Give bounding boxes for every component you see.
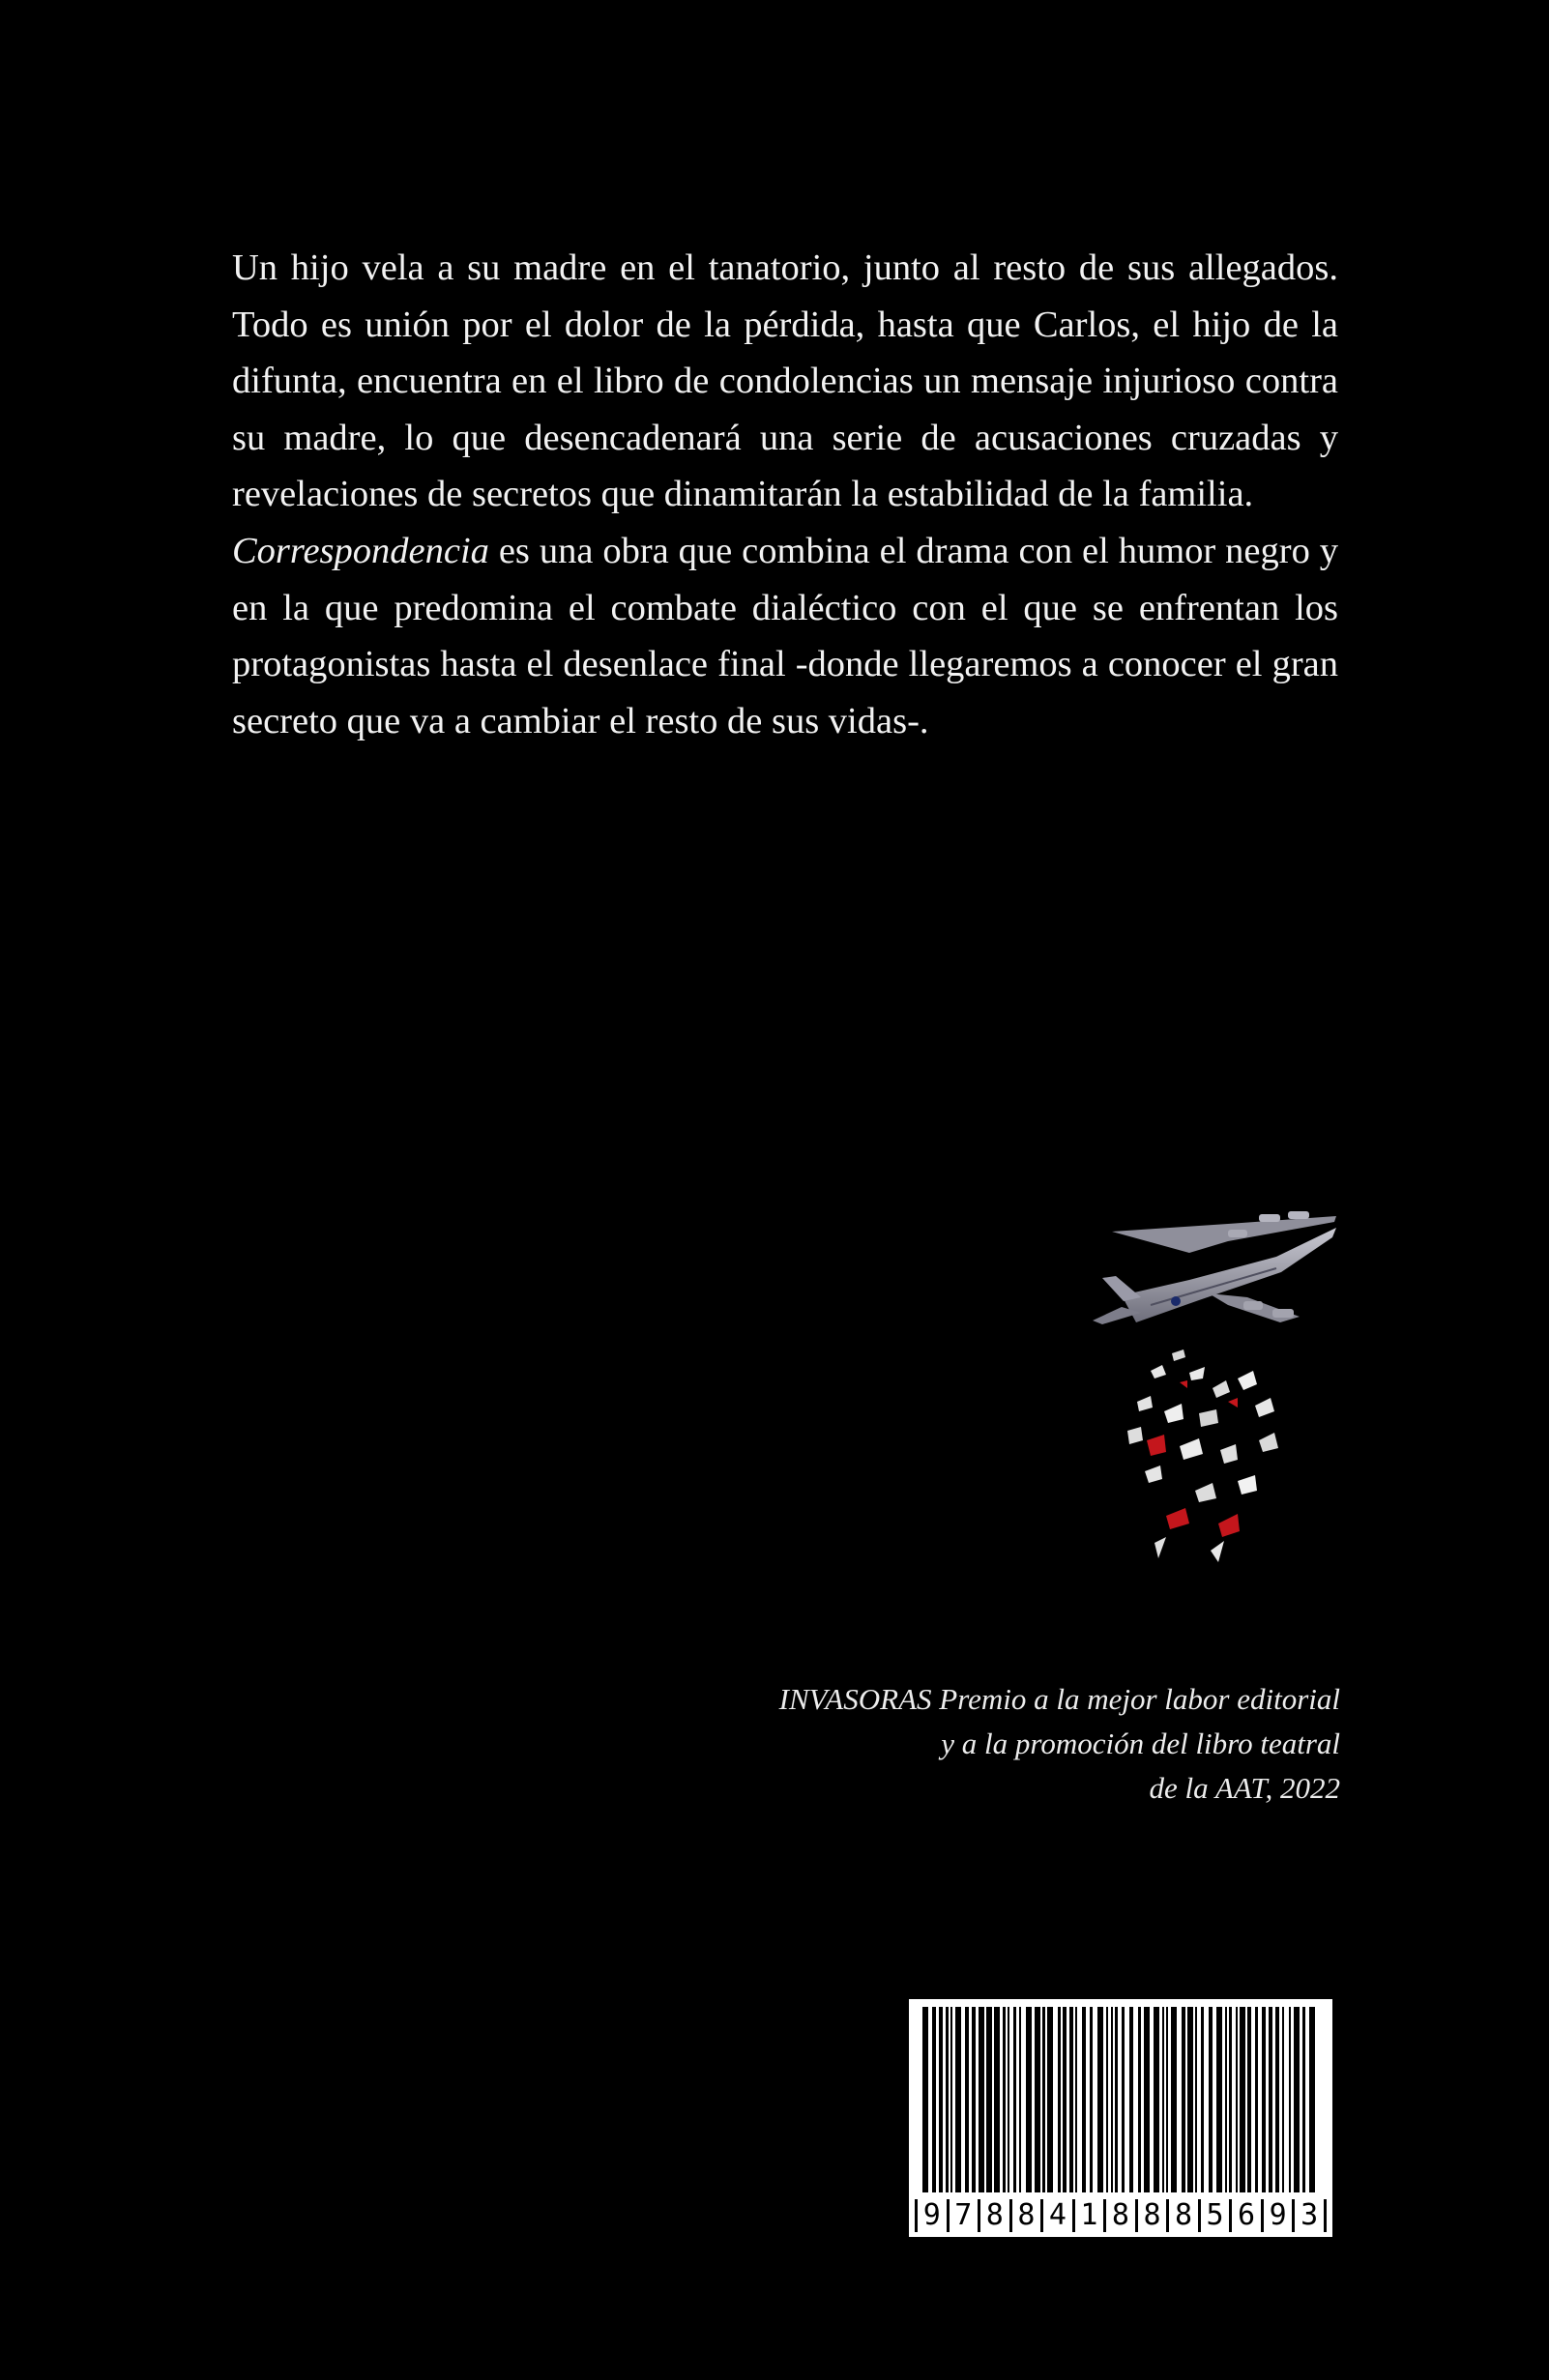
barcode-bar [1171,2007,1177,2192]
barcode-bar [1216,2007,1222,2192]
barcode-bar [1082,2007,1086,2192]
isbn-digit: 1 [1072,2199,1104,2232]
barcode-bar [1115,2007,1118,2192]
barcode-bar [955,2007,961,2192]
isbn-digit: 4 [1040,2199,1072,2232]
isbn-digit: 8 [1166,2199,1198,2232]
barcode-bar [1209,2007,1213,2192]
barcode-bar [1144,2007,1150,2192]
award-text [567,1677,1340,1811]
barcode-bar [1003,2007,1006,2192]
barcode-bar [986,2007,992,2192]
barcode-bar [1138,2007,1141,2192]
isbn-digit: 8 [978,2199,1009,2232]
plane-illustration [1083,1208,1344,1595]
barcode-bar [1035,2007,1040,2192]
barcode-bar [1302,2007,1305,2192]
award-line-1: INVASORAS Premio a la mejor labor editorial [778,1682,1340,1716]
barcode-bar [1247,2007,1251,2192]
falling-books-icon [1127,1350,1278,1562]
barcode-bar [1229,2007,1232,2192]
barcode-bar [1255,2007,1258,2192]
barcode-bar [1075,2007,1077,2192]
barcode-bar [1240,2007,1245,2192]
barcode-bar [1063,2007,1067,2192]
synopsis-paragraph-1: Un hijo vela a su madre en el tanatorio, junto al resto de sus allegados. Todo es unión por el dolor de la pérdida, hasta que Carlos, el hijo de la difunta, encuentra en el libro de condolencias un mensaje injurioso contra su madre, lo que desencadenará una serie de acusaciones cruzadas y revelaciones de secretos que dinamitarán la estabilidad de la familia. [232,247,1338,515]
isbn-digit: 7 [947,2199,979,2232]
barcode-bar [1090,2007,1093,2192]
barcode-bar [1201,2007,1204,2192]
barcode-bar [1236,2007,1238,2192]
book-title: Correspondencia [232,530,489,571]
barcode-bar [1097,2007,1103,2192]
barcode-bar [1275,2007,1279,2192]
barcode-bar [1129,2007,1133,2192]
barcode-bar [1042,2007,1045,2192]
barcode-bar [1013,2007,1016,2192]
barcode-bar [1154,2007,1159,2192]
barcode-bar [1026,2007,1032,2192]
barcode-bar [1225,2007,1227,2192]
barcode-bar [939,2007,943,2192]
barcode-bar [1182,2007,1185,2192]
barcode-bar [1294,2007,1300,2192]
barcode-bar [1262,2007,1266,2192]
synopsis-paragraph-2 [232,523,1338,749]
barcode-bar [932,2007,936,2192]
barcode-bar [1269,2007,1272,2192]
barcode-bar [1019,2007,1021,2192]
barcode-bar [1069,2007,1073,2192]
isbn-digit: 8 [1009,2199,1041,2232]
barcode-bar [1111,2007,1113,2192]
barcode-bar [1106,2007,1108,2192]
award-line-3: de la AAT, 2022 [1149,1771,1340,1805]
barcode-bar [950,2007,952,2192]
isbn-digits [915,2199,1327,2232]
plane-dropping-books-icon [1083,1208,1344,1595]
synopsis-paragraph-2-text: es una obra que combina el drama con el humor negro y en la que predomina el combate dialéctico con el que se enfrentan los protagonistas hasta el desenlace final -donde llegaremos a conocer el gran secreto que va a cambiar el resto de sus vidas-. [232,530,1338,741]
barcode-bar [1058,2007,1061,2192]
synopsis [232,240,1338,749]
barcode-bar [946,2007,949,2192]
barcode-bar [1166,2007,1168,2192]
plane-icon [1093,1211,1336,1324]
barcode-bar [1289,2007,1291,2192]
barcode-bar [994,2007,1000,2192]
barcode-bar [1008,2007,1009,2192]
isbn-digit: 8 [1135,2199,1167,2232]
isbn-barcode [909,1999,1332,2237]
barcode-bar [979,2007,984,2192]
barcode-bar [922,2007,928,2192]
barcode-bar [1309,2007,1315,2192]
barcode-bar [1187,2007,1193,2192]
isbn-digit: 8 [1103,2199,1135,2232]
isbn-digit: 9 [915,2199,947,2232]
award-line-2: y a la promoción del libro teatral [941,1727,1340,1760]
isbn-digit: 6 [1229,2199,1261,2232]
barcode-bar [1282,2007,1284,2192]
isbn-digit: 3 [1292,2199,1327,2232]
isbn-digit: 9 [1261,2199,1293,2232]
isbn-digit: 5 [1198,2199,1230,2232]
barcode-bar [1047,2007,1053,2192]
barcode-bar [965,2007,969,2192]
barcode-bar [1122,2007,1125,2192]
barcode-bar [972,2007,976,2192]
barcode-bar [1162,2007,1164,2192]
barcode-bar [1195,2007,1197,2192]
